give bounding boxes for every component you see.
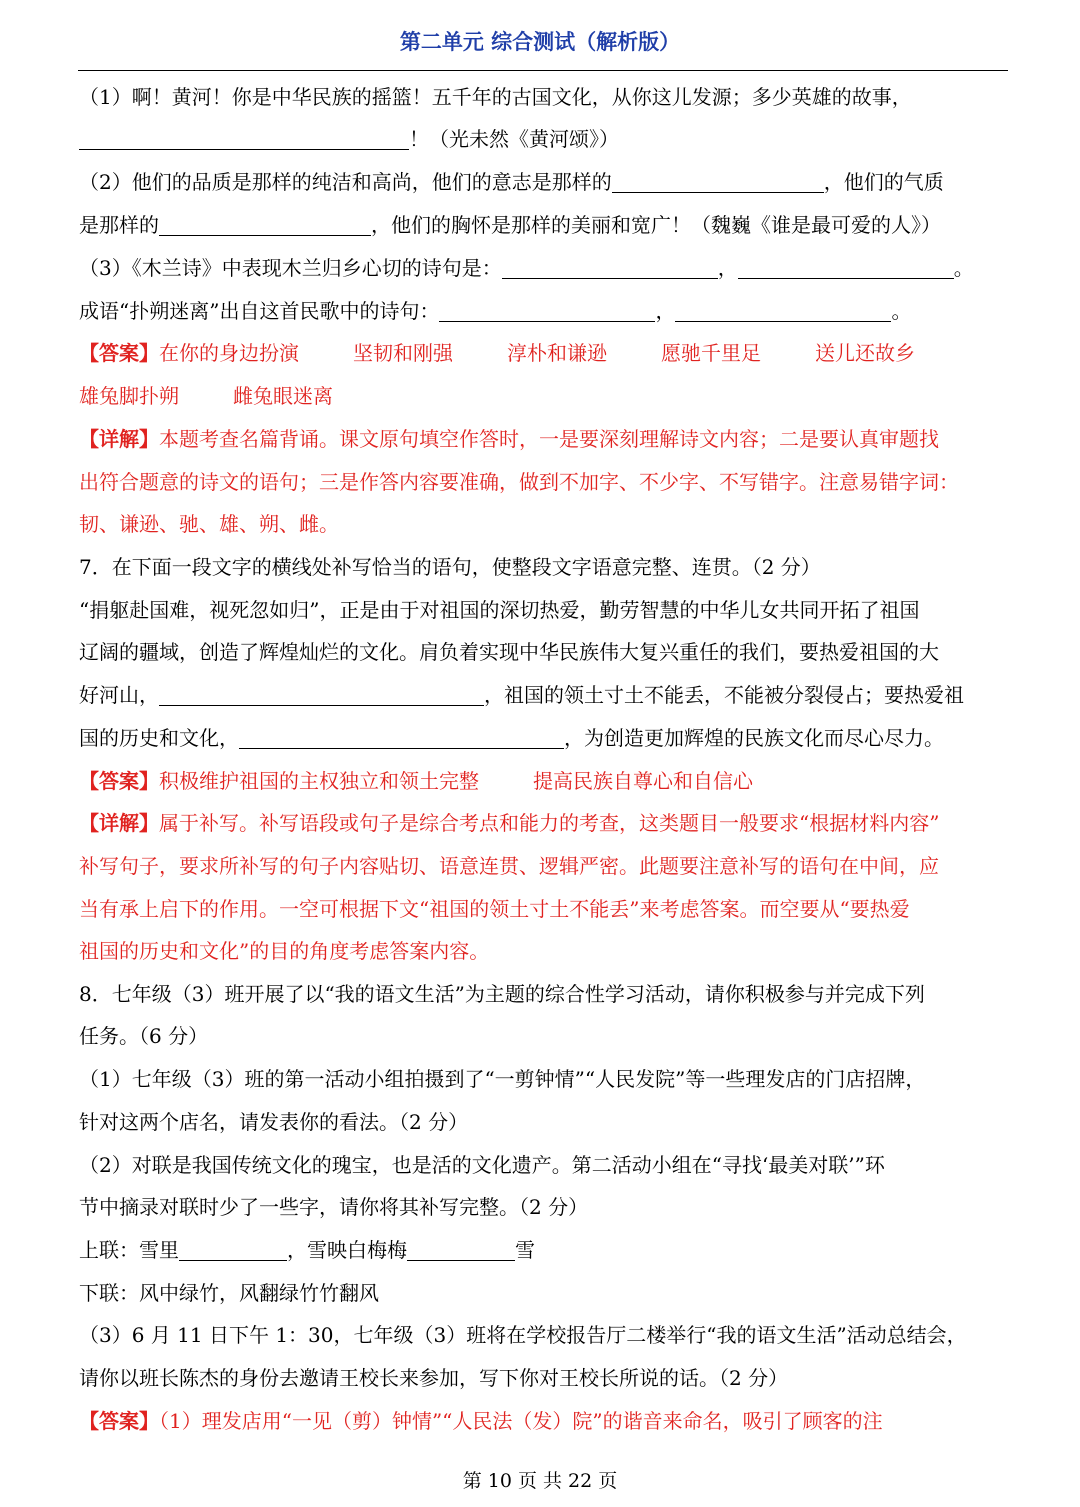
q6-answer-line-1: 【答案】在你的身边扮演 坚韧和刚强 淳朴和谦逊 愿驰千里足 送儿还故乡 xyxy=(79,341,915,365)
q8-sub3-a: （3）6 月 11 日下午 1：30，七年级（3）班将在学校报告厅二楼举行“我的语文生活”活动总结会， xyxy=(79,1323,967,1347)
q6-line-1: （1）啊！黄河！你是中华民族的摇篮！五千年的古国文化，从你这儿发源；多少英雄的故事， xyxy=(79,85,912,109)
blank-9[interactable] xyxy=(239,728,564,749)
blank-2[interactable] xyxy=(612,172,824,193)
q7-detail-2: 补写句子，要求所补写的句子内容贴切、语意连贯、逻辑严密。此题要注意补写的语句在中间，应 xyxy=(79,854,939,878)
q6-detail-line-1: 【详解】本题考查名篇背诵。课文原句填空作答时，一是要深刻理解诗文内容；二是要认真审题找 xyxy=(79,427,939,451)
q7-text-3: 好河山， ，祖国的领土寸土不能丢，不能被分裂侵占；要热爱祖 xyxy=(79,683,964,707)
q6-line-5: （3）《木兰诗》中表现木兰归乡心切的诗句是： ， 。 xyxy=(79,256,974,280)
q8-sub1-a: （1）七年级（3）班的第一活动小组拍摄到了“一剪钟情”“人民发院”等一些理发店的门店招牌， xyxy=(79,1067,926,1091)
q7-detail-3: 当有承上启下的作用。一空可根据下文“祖国的领土寸土不能丢”来考虑答案。而空要从“要热爱 xyxy=(79,897,910,921)
blank-10[interactable] xyxy=(179,1240,287,1261)
blank-11[interactable] xyxy=(407,1240,515,1261)
q7-text-1: “捐躯赴国难，视死忽如归”，正是由于对祖国的深切热爱，勤劳智慧的中华儿女共同开拓了祖国 xyxy=(79,598,920,622)
header-rule xyxy=(78,70,1008,71)
q6-answer-line-2: 雄兔脚扑朔 雌兔眼迷离 xyxy=(79,384,333,408)
q8-sub3-b: 请你以班长陈杰的身份去邀请王校长来参加，写下你对王校长所说的话。（2 分） xyxy=(79,1366,789,1390)
q8-answer-1: 【答案】（1）理发店用“一见（剪）钟情”“人民法（发）院”的谐音来命名，吸引了顾客的注 xyxy=(79,1409,883,1433)
blank-6[interactable] xyxy=(439,301,655,322)
q7-detail-4: 祖国的历史和文化”的目的角度考虑答案内容。 xyxy=(79,939,490,963)
page-footer: 第 10 页 共 22 页 xyxy=(462,1470,618,1492)
q6-detail-line-2: 出符合题意的诗文的语句；三是作答内容要准确，做到不加字、不少字、不写错字。注意易错字词： xyxy=(79,470,959,494)
detail-label: 【详解】 xyxy=(79,427,159,451)
q8-title-1: 8．七年级（3）班开展了以“我的语文生活”为主题的综合性学习活动，请你积极参与并完成下列 xyxy=(79,982,925,1006)
q8-title-2: 任务。（6 分） xyxy=(79,1024,209,1048)
blank-8[interactable] xyxy=(159,685,484,706)
q8-sub2-a: （2）对联是我国传统文化的瑰宝，也是活的文化遗产。第二活动小组在“寻找‘最美对联’”环 xyxy=(79,1153,885,1177)
q7-text-2: 辽阔的疆域，创造了辉煌灿烂的文化。肩负着实现中华民族伟大复兴重任的我们，要热爱祖国的大 xyxy=(79,640,939,664)
blank-5[interactable] xyxy=(738,258,954,279)
q6-line-3: （2）他们的品质是那样的纯洁和高尚，他们的意志是那样的 ，他们的气质 xyxy=(79,170,944,194)
blank-7[interactable] xyxy=(675,301,891,322)
couplet-upper: 上联：雪里 ，雪映白梅梅 雪 xyxy=(79,1238,535,1262)
q6-line-6: 成语“扑朔迷离”出自这首民歌中的诗句： ， 。 xyxy=(79,299,912,323)
q6-line-4: 是那样的 ，他们的胸怀是那样的美丽和宽广！（魏巍《谁是最可爱的人》） xyxy=(79,213,941,237)
couplet-lower: 下联：风中绿竹，风翻绿竹竹翻风 xyxy=(79,1281,379,1305)
answer-label: 【答案】 xyxy=(79,341,159,365)
q7-text-4: 国的历史和文化， ，为创造更加辉煌的民族文化而尽心尽力。 xyxy=(79,726,944,750)
page-header-title: 第二单元 综合测试（解析版） xyxy=(399,30,681,54)
q7-title: 7．在下面一段文字的横线处补写恰当的语句，使整段文字语意完整、连贯。（2 分） xyxy=(79,555,821,579)
blank-3[interactable] xyxy=(159,215,371,236)
q8-sub1-b: 针对这两个店名，请发表你的看法。（2 分） xyxy=(79,1110,469,1134)
q6-line-2: ！（光未然《黄河颂》） xyxy=(79,124,1009,154)
q7-answer: 【答案】积极维护祖国的主权独立和领土完整 提高民族自尊心和自信心 xyxy=(79,769,753,793)
q8-sub2-b: 节中摘录对联时少了一些字，请你将其补写完整。（2 分） xyxy=(79,1195,589,1219)
q7-detail-1: 【详解】属于补写。补写语段或句子是综合考点和能力的考查，这类题目一般要求“根据材料内容” xyxy=(79,811,940,835)
blank-1[interactable] xyxy=(79,129,409,150)
q6-detail-line-3: 韧、谦逊、驰、雄、朔、雌。 xyxy=(79,512,339,536)
blank-4[interactable] xyxy=(502,258,718,279)
